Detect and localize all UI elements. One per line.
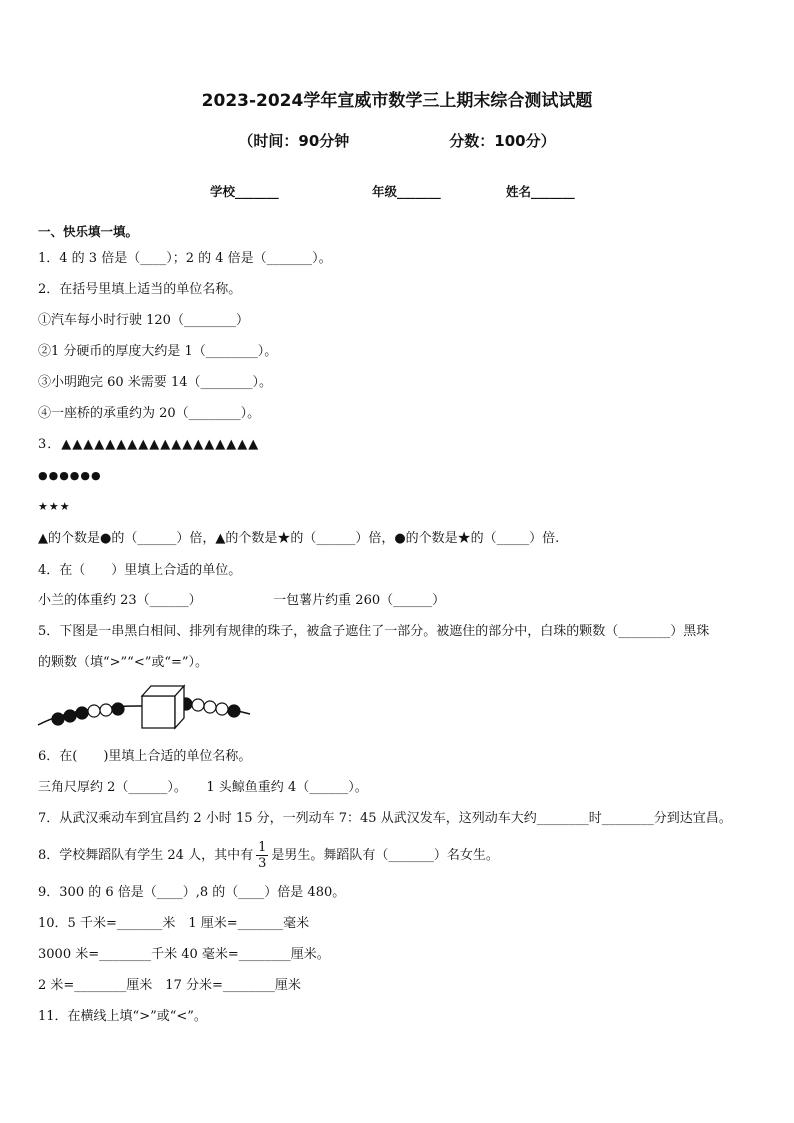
question-6-line: 三角尺厚约 2（______）。 1 头鲸鱼重约 4（______）。	[38, 780, 368, 795]
question-2b: ②1 分硬币的厚度大约是 1（________）。	[38, 344, 278, 359]
fraction-numerator: 1	[258, 840, 267, 855]
question-2a: ①汽车每小时行驶 120（________）	[38, 313, 249, 328]
fraction	[256, 840, 268, 871]
question-11: 11．在横线上填“>”或“<”。	[38, 1009, 207, 1024]
question-5-line2: 的颗数（填“>”“<”或“=”）。	[38, 655, 209, 670]
school-field: 学校_______	[210, 184, 279, 199]
beads-figure	[36, 680, 256, 732]
question-3-triangles: 3．▲▲▲▲▲▲▲▲▲▲▲▲▲▲▲▲▲▲	[38, 437, 260, 452]
question-8	[38, 840, 499, 871]
exam-score: 分数：100分）	[449, 132, 556, 150]
exam-meta	[0, 130, 794, 151]
question-3-stars: ★★★	[38, 500, 71, 513]
question-8-text-before: 8．学校舞蹈队有学生 24 人，其中有	[38, 848, 254, 863]
question-2d: ④一座桥的承重约为 20（________）。	[38, 406, 261, 421]
question-8-text-after: 是男生。舞蹈队有（_______）名女生。	[271, 848, 499, 863]
section-title: 一、快乐填一填。	[38, 224, 139, 239]
name-field: 姓名_______	[506, 184, 575, 199]
question-4-line: 小兰的体重约 23（______） 一包薯片约重 260（______）	[38, 593, 446, 608]
grade-field: 年级_______	[372, 184, 441, 199]
question-5-line1: 5．下图是一串黑白相间、排列有规律的珠子，被盒子遮住了一部分。被遮住的部分中，白珠的颗数（________）黑珠	[38, 624, 710, 639]
question-10c: 2 米=________厘米 17 分米=________厘米	[38, 978, 301, 993]
fraction-denominator: 3	[258, 856, 267, 871]
question-10a: 10．5 千米=_______米 1 厘米=_______毫米	[38, 916, 310, 931]
question-9: 9．300 的 6 倍是（____）,8 的（____）倍是 480。	[38, 885, 346, 900]
question-6: 6．在( )里填上合适的单位名称。	[38, 749, 252, 764]
question-1: 1．4 的 3 倍是（____）；2 的 4 倍是（_______）。	[38, 251, 332, 266]
question-2: 2．在括号里填上适当的单位名称。	[38, 282, 242, 297]
page-title: 2023-2024学年宣威市数学三上期末综合测试试题	[201, 91, 593, 111]
question-7: 7．从武汉乘动车到宜昌约 2 小时 15 分，一列动车 7：45 从武汉发车，这列动车大约________时________分到达宜昌。	[38, 811, 732, 826]
exam-time: （时间：90分钟	[238, 132, 350, 150]
question-4: 4．在（ ）里填上合适的单位。	[38, 563, 242, 578]
question-2c: ③小明跑完 60 米需要 14（________）。	[38, 375, 272, 390]
question-3-dots: ●●●●●●	[38, 469, 102, 482]
question-3-text: ▲的个数是●的（______）倍，▲的个数是★的（______）倍，●的个数是★的（_____）倍.	[38, 531, 560, 546]
question-10b: 3000 米=________千米 40 毫米=________厘米。	[38, 947, 330, 962]
